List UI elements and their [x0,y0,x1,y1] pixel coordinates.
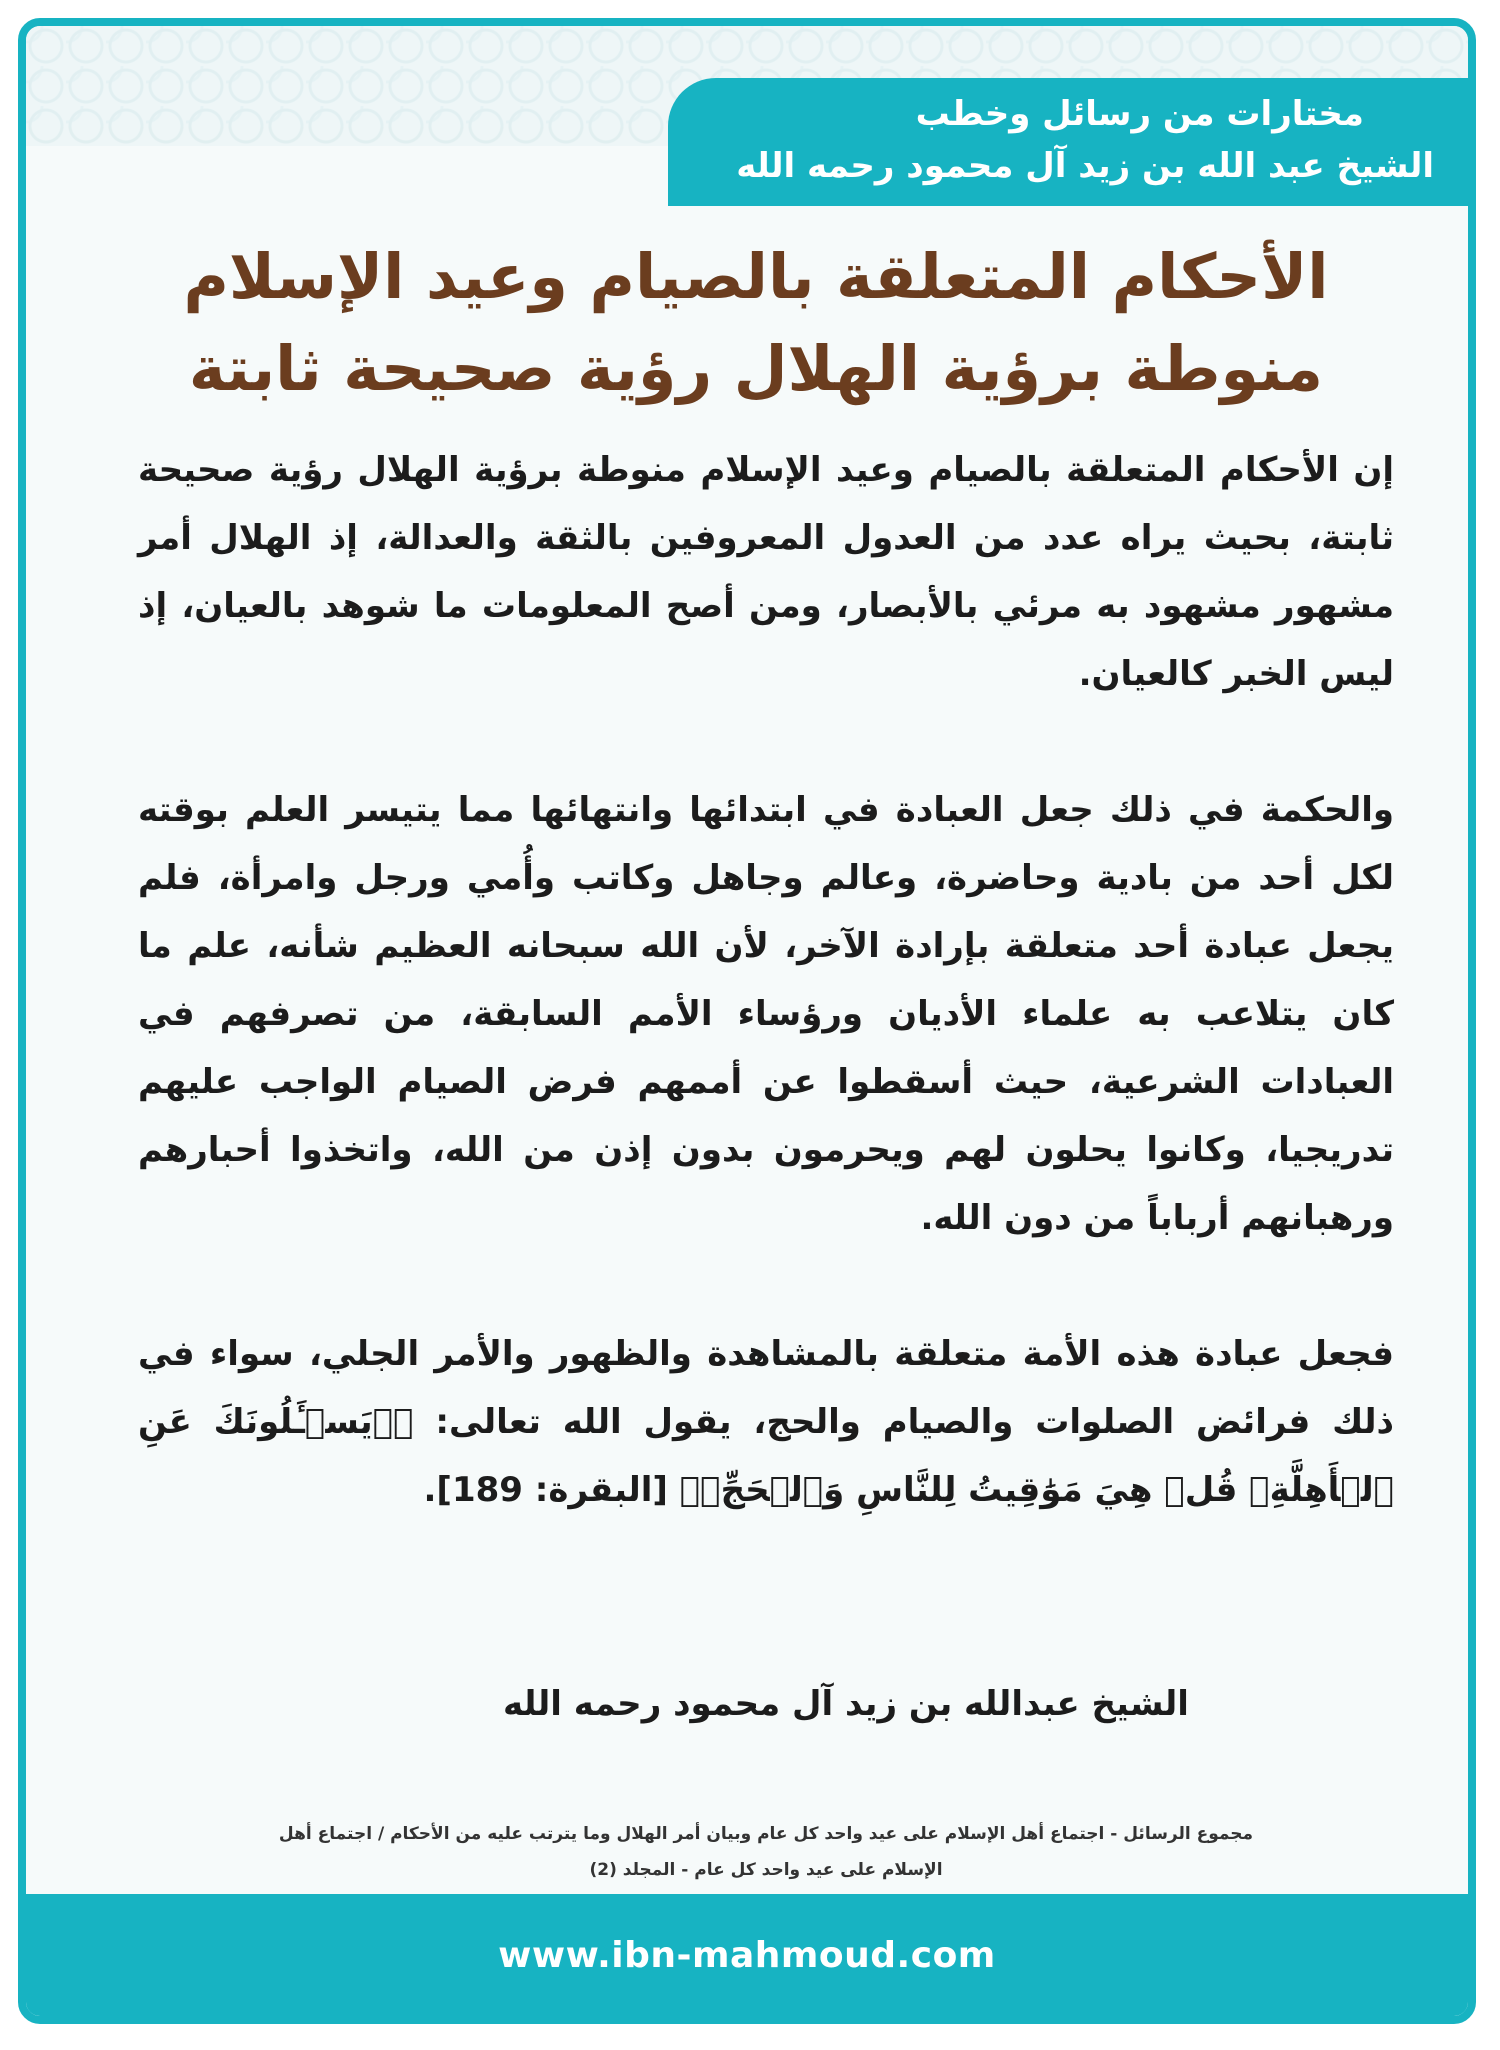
paragraph-2: والحكمة في ذلك جعل العبادة في ابتدائها وانتهائها مما يتيسر العلم بوقته لكل أحد من بادية وحاضرة، وعالم وجاهل وكاتب وأُمي ورجل وامرأة، فلم يجعل عبادة أحد متعلقة بإرادة الآخر، لأن الله سبحانه العظيم شأنه، علم ما كان يتلاعب به علماء الأديان ورؤساء الأمم السابقة، من تصرفهم في العبادات الشرعية، حيث أسقطوا عن أممهم فرض الصيام الواجب عليهم تدريجيا، وكانوا يحلون لهم ويحرمون بدون إذن من الله، واتخذوا أحبارهم ورهبانهم أرباباً من دون الله. [138,790,1394,1238]
header-author: الشيخ عبد الله بن زيد آل محمود رحمه الله [736,146,1434,186]
title-line-1: الأحكام المتعلقة بالصيام وعيد الإسلام [183,240,1329,313]
header-series-title: مختارات من رسائل وخطب [915,94,1364,134]
page-title [146,231,1366,415]
website-link[interactable]: www.ibn-mahmoud.com [498,1934,996,1976]
paragraph-1: إن الأحكام المتعلقة بالصيام وعيد الإسلام منوطة برؤية الهلال رؤية صحيحة ثابتة، بحيث يراه عدد من العدول المعروفين بالثقة والعدالة، إذ الهلال أمر مشهور مشهود به مرئي بالأبصار، ومن أصح المعلومات ما شوهد بالعيان، إذ ليس الخبر كالعيان. [138,450,1394,694]
signature: الشيخ عبدالله بن زيد آل محمود رحمه الله [503,1684,1189,1724]
footer-bar [26,1894,1468,2016]
title-line-2: منوطة برؤية الهلال رؤية صحيحة ثابتة [188,332,1324,405]
source-line-2: الإسلام على عيد واحد كل عام - المجلد (2) [589,1860,943,1880]
article-body [138,436,1394,1592]
source-line-1: مجموع الرسائل - اجتماع أهل الإسلام على عيد واحد كل عام وبيان أمر الهلال وما يترتب عليه من الأحكام / اجتماع أهل [278,1824,1254,1844]
paragraph-3: فجعل عبادة هذه الأمة متعلقة بالمشاهدة والظهور والأمر الجلي، سواء في ذلك فرائض الصلوات والصيام والحج، يقول الله تعالى: ﴿۞يَسۡـَٔلُونَكَ عَنِ ٱلۡأَهِلَّةِۖ قُلۡ هِيَ مَوَٰقِيتُ لِلنَّاسِ وَٱلۡحَجِّۗ﴾ [البقرة: 189]. [138,1334,1394,1510]
page-frame [18,18,1476,2024]
source-citation [138,1816,1394,1888]
header-banner [668,78,1468,206]
